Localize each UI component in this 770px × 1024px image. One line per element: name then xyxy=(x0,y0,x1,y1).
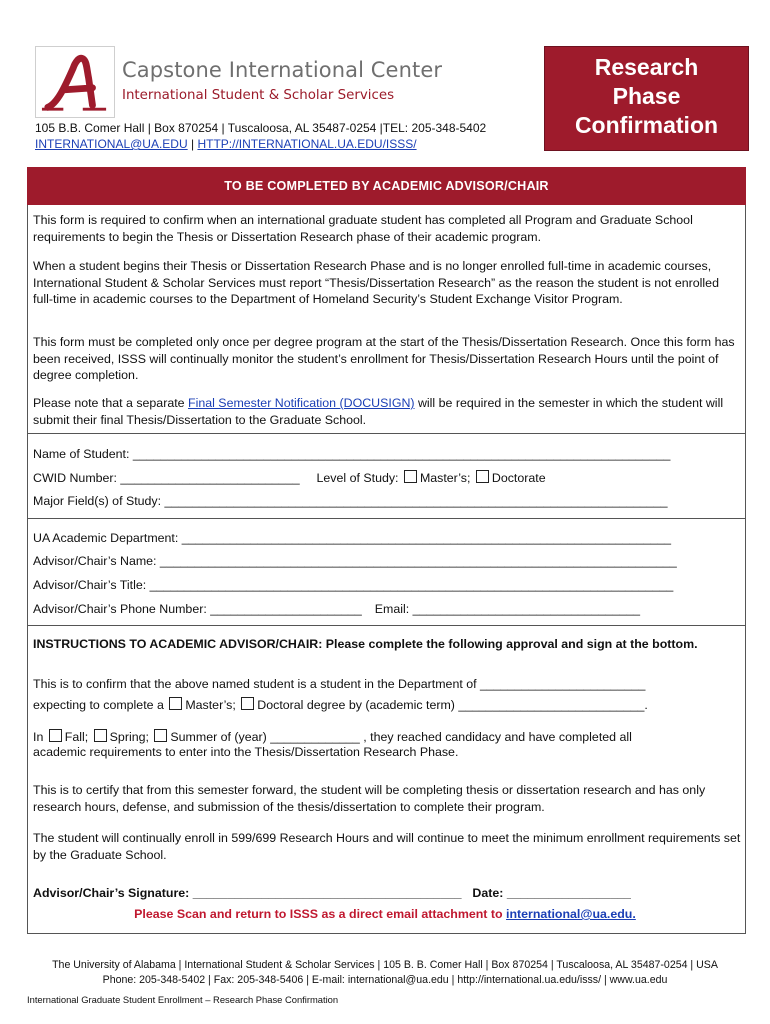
advisor-email-field[interactable]: Email: _________________________________ xyxy=(374,602,641,616)
center-subtitle: International Student & Scholar Services xyxy=(122,88,395,103)
in-label: In xyxy=(33,730,44,744)
major-field[interactable]: Major Field(s) of Study: _________________________________________________________________________ xyxy=(33,494,668,508)
divider xyxy=(27,433,746,434)
doctoral-degree-label[interactable]: Doctoral degree by (academic term) ___________________________. xyxy=(257,698,648,712)
signature-row xyxy=(33,886,631,900)
intro-paragraph-1: This form is required to confirm when an international graduate student has completed all Program and Graduate School requirements to begin the Thesis or Dissertation Research phase of their academic program. xyxy=(33,213,693,244)
return-text: Please Scan and return to ISSS as a direct email attachment to xyxy=(134,907,507,921)
link-separator: | xyxy=(187,137,198,151)
fall-checkbox[interactable] xyxy=(49,729,62,742)
date-field[interactable]: Date: __________________ xyxy=(472,886,631,900)
fall-label: Fall; xyxy=(64,730,89,744)
title-line: Phase xyxy=(612,83,681,109)
masters-degree-checkbox[interactable] xyxy=(169,697,182,710)
advisor-phone-field[interactable]: Advisor/Chair’s Phone Number: ______________________ xyxy=(33,602,362,616)
title-line: Confirmation xyxy=(574,112,719,138)
department-confirm-line[interactable]: This is to confirm that the above named student is a student in the Department of ________________________ xyxy=(33,677,646,691)
final-semester-notification-link[interactable]: Final Semester Notification (DOCUSIGN) xyxy=(188,396,415,410)
divider xyxy=(27,625,746,626)
level-of-study-label: Level of Study: xyxy=(316,471,399,485)
instructions-heading: INSTRUCTIONS TO ACADEMIC ADVISOR/CHAIR: Please complete the following approval and sign at the bottom. xyxy=(33,637,698,651)
intro-paragraph-4 xyxy=(33,395,741,428)
advisor-name-field[interactable]: Advisor/Chair’s Name: ___________________________________________________________________________ xyxy=(33,554,677,568)
footer-line-1: The University of Alabama | International Student & Scholar Services | 105 B. B. Comer Hall | Box 870254 | Tuscaloosa, AL 35487-0254 | USA xyxy=(52,959,718,971)
doctorate-label: Doctorate xyxy=(491,471,546,485)
expecting-label: expecting to complete a xyxy=(33,698,164,712)
intro-paragraph-2: When a student begins their Thesis or Dissertation Research Phase and is no longer enrolled full-time in academic courses, International Student & Scholar Services must report “Thesis/Dissertation Research” as the reason the student is not enrolled full-time in academic courses to the Department of Homeland Security’s Student Exchange Visitor Program. xyxy=(33,259,719,306)
doctorate-checkbox[interactable] xyxy=(476,470,489,483)
summer-checkbox[interactable] xyxy=(154,729,167,742)
header-address: 105 B.B. Comer Hall | Box 870254 | Tuscaloosa, AL 35487-0254 |TEL: 205-348-5402 xyxy=(35,121,487,135)
note-text-before: Please note that a separate xyxy=(33,396,188,410)
footer-line-2: Phone: 205-348-5402 | Fax: 205-348-5406 | E-mail: international@ua.edu | http://international.ua.edu/isss/ | www.ua.edu xyxy=(102,974,668,986)
department-field[interactable]: UA Academic Department: _______________________________________________________________________ xyxy=(33,531,672,545)
cwid-field[interactable]: CWID Number: __________________________ xyxy=(33,471,300,485)
email-link[interactable]: INTERNATIONAL@UA.EDU xyxy=(35,137,188,151)
certify-paragraph: This is to certify that from this semester forward, the student will be completing thesis or dissertation research and has only research hours, defense, and submission of the thesis/dissertation to complete their program. xyxy=(33,783,706,814)
doctoral-degree-checkbox[interactable] xyxy=(241,697,254,710)
title-line: Research xyxy=(594,54,699,80)
note-text-after: will be required in the semester in which the student will submit their final Thesis/Dissertation to the Graduate School. xyxy=(33,396,724,427)
spring-checkbox[interactable] xyxy=(94,729,107,742)
masters-degree-label: Master’s; xyxy=(185,698,236,712)
advisor-contact-row xyxy=(33,602,640,616)
university-logo xyxy=(35,46,115,118)
section-banner: TO BE COMPLETED BY ACADEMIC ADVISOR/CHAIR xyxy=(27,167,746,205)
term-row xyxy=(33,729,632,744)
return-instruction xyxy=(0,907,770,921)
header-logo-block xyxy=(35,44,443,120)
document-name: International Graduate Student Enrollment – Research Phase Confirmation xyxy=(27,994,339,1005)
form-title xyxy=(544,46,749,151)
header-links xyxy=(35,137,417,151)
signature-field[interactable]: Advisor/Chair’s Signature: _______________________________________ xyxy=(33,886,462,900)
intro-paragraph-3: This form must be completed only once per degree program at the start of the Thesis/Dissertation Research. Once this form has been received, ISSS will continually monitor the student’s enrollment for Thesis/Dissertation Research Hours until the point of degree completion. xyxy=(33,335,735,382)
advisor-title-field[interactable]: Advisor/Chair’s Title: ____________________________________________________________________________ xyxy=(33,578,674,592)
student-cwid-row xyxy=(33,470,546,485)
summer-label[interactable]: Summer of (year) _____________ , they reached candidacy and have completed all xyxy=(170,730,632,744)
enroll-paragraph: The student will continually enroll in 599/699 Research Hours and will continue to meet the minimum enrollment requirements set by the Graduate School. xyxy=(33,831,741,862)
masters-checkbox[interactable] xyxy=(404,470,417,483)
script-a-logo-icon xyxy=(36,47,114,117)
degree-row xyxy=(33,697,648,712)
spring-label: Spring; xyxy=(109,730,149,744)
term-row-continuation: academic requirements to enter into the Thesis/Dissertation Research Phase. xyxy=(33,745,459,759)
divider xyxy=(27,518,746,519)
masters-label: Master’s; xyxy=(419,471,471,485)
website-link[interactable]: HTTP://INTERNATIONAL.UA.EDU/ISSS/ xyxy=(197,137,417,151)
student-name-field[interactable]: Name of Student: ______________________________________________________________________________ xyxy=(33,447,671,461)
return-email-link[interactable]: international@ua.edu. xyxy=(506,907,636,921)
center-name: Capstone International Center xyxy=(122,58,443,82)
